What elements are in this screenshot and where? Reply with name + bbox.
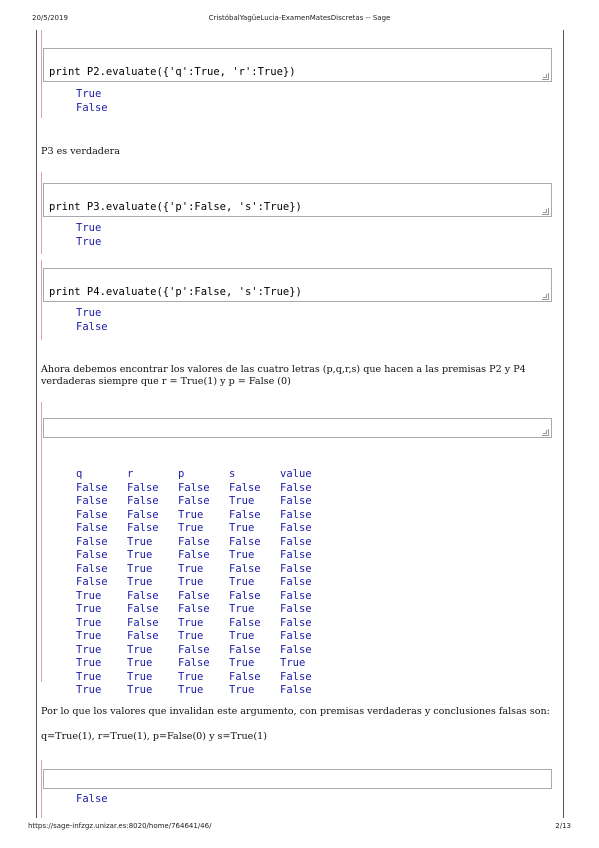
table-cell: False (280, 562, 312, 575)
code-cell-input[interactable] (43, 268, 552, 302)
table-cell: False (76, 576, 108, 588)
table-cell: False (280, 481, 312, 494)
table-cell: False (229, 535, 261, 548)
table-cell: False (280, 589, 312, 602)
table-row (76, 644, 330, 658)
table-cell: False (280, 643, 312, 656)
table-row (76, 549, 330, 563)
table-cell: False (76, 495, 108, 507)
text-cell: q=True(1), r=True(1), p=False(0) y s=True(1) (41, 731, 267, 742)
table-cell: False (127, 481, 159, 494)
print-title: CristóbalYagüeLucia-ExamenMatesDiscretas -- Sage (208, 14, 391, 22)
table-cell: True (229, 549, 255, 561)
table-cell: False (76, 508, 108, 521)
table-cell: False (178, 495, 210, 507)
table-cell: False (229, 670, 261, 683)
table-cell: False (280, 508, 312, 521)
table-cell: False (178, 603, 210, 615)
print-footer (0, 822, 599, 834)
table-cell: True (178, 522, 204, 534)
table-cell: False (280, 616, 312, 629)
table-cell: True (127, 562, 153, 575)
table-cell: False (280, 549, 312, 561)
output-line: False (76, 320, 108, 333)
table-cell: False (280, 630, 312, 642)
worksheet-left-border (36, 30, 37, 818)
table-cell: False (229, 616, 261, 629)
column-header: r (127, 468, 134, 480)
table-cell: False (229, 481, 261, 494)
table-row (76, 657, 330, 671)
table-cell: False (76, 535, 108, 548)
table-cell: False (76, 562, 108, 575)
table-cell: True (280, 657, 306, 669)
column-header: value (280, 468, 312, 480)
table-row (76, 509, 330, 523)
table-cell: True (229, 657, 255, 669)
table-cell: False (280, 670, 312, 683)
table-row (76, 671, 330, 685)
text-cell: P3 es verdadera (41, 146, 120, 157)
code-line: print P3.evaluate({'p':False, 's':True}) (49, 201, 302, 213)
output-line: True (76, 222, 102, 234)
table-cell: False (280, 576, 312, 588)
worksheet-right-border (563, 30, 564, 818)
cell-output (76, 88, 108, 115)
table-cell: False (229, 643, 261, 656)
table-row (76, 603, 330, 617)
table-row (76, 576, 330, 590)
table-cell: True (76, 630, 102, 642)
cell-margin-rule (41, 760, 42, 818)
table-cell: False (178, 535, 210, 548)
table-cell: True (127, 684, 153, 696)
table-cell: True (178, 684, 204, 696)
page-number: 2/13 (555, 822, 571, 830)
resize-handle-icon[interactable] (542, 293, 549, 300)
table-cell: True (127, 657, 153, 669)
table-cell: True (178, 670, 204, 683)
table-row (76, 617, 330, 631)
table-cell: True (127, 576, 153, 588)
table-cell: False (280, 535, 312, 548)
text-cell: Ahora debemos encontrar los valores de las cuatro letras (p,q,r,s) que hacen a las premisas P2 y P4 verdaderas siempre que r = True(1) y p = False (0) (41, 364, 526, 387)
resize-handle-icon[interactable] (542, 208, 549, 215)
table-cell: False (178, 643, 210, 656)
truth-table-header (76, 468, 330, 482)
output-line: True (76, 235, 102, 248)
resize-handle-icon[interactable] (542, 73, 549, 80)
table-cell: False (127, 603, 159, 615)
table-row (76, 684, 330, 698)
code-line (49, 786, 546, 789)
table-cell: True (229, 630, 255, 642)
cell-margin-rule (41, 402, 42, 682)
cell-margin-rule (41, 30, 42, 118)
table-cell: False (127, 630, 159, 642)
cell-output (76, 441, 330, 711)
resize-handle-icon[interactable] (542, 429, 549, 436)
output-line: False (76, 793, 108, 805)
table-cell: False (280, 495, 312, 507)
table-row (76, 522, 330, 536)
code-cell-input[interactable] (43, 769, 552, 789)
table-row (76, 630, 330, 644)
cell-margin-rule (41, 260, 42, 340)
table-cell: True (178, 616, 204, 629)
table-cell: True (178, 576, 204, 588)
print-header (0, 8, 599, 22)
code-line (49, 79, 546, 82)
table-cell: False (229, 508, 261, 521)
table-cell: True (229, 603, 255, 615)
table-cell: True (76, 657, 102, 669)
table-cell: True (127, 535, 153, 548)
table-cell: False (127, 616, 159, 629)
truth-table (76, 468, 330, 698)
table-cell: False (127, 495, 159, 507)
table-cell: False (280, 603, 312, 615)
table-cell: False (178, 481, 210, 494)
output-line: True (76, 307, 102, 319)
code-cell-input[interactable] (43, 183, 552, 217)
table-cell: False (280, 684, 312, 696)
print-date: 20/5/2019 (32, 14, 68, 22)
code-line: print P2.evaluate({'q':True, 'r':True}) (49, 66, 296, 78)
table-cell: True (229, 684, 255, 696)
table-row (76, 536, 330, 550)
table-row (76, 590, 330, 604)
table-row (76, 482, 330, 496)
code-cell-input[interactable] (43, 48, 552, 82)
table-cell: False (229, 589, 261, 602)
table-cell: True (76, 670, 102, 683)
table-cell: True (76, 603, 102, 615)
table-cell: False (229, 562, 261, 575)
table-cell: True (178, 508, 204, 521)
code-line (49, 435, 546, 438)
text-cell: Por lo que los valores que invalidan este argumento, con premisas verdaderas y conclusiones falsas son: (41, 706, 550, 717)
code-line: print P4.evaluate({'p':False, 's':True}) (49, 286, 302, 298)
table-cell: True (229, 576, 255, 588)
column-header: q (76, 468, 83, 480)
cell-output (76, 222, 101, 249)
table-cell: False (127, 508, 159, 521)
table-cell: True (229, 495, 255, 507)
table-cell: True (127, 670, 153, 683)
table-cell: True (178, 562, 204, 575)
table-cell: True (76, 643, 102, 656)
table-cell: False (76, 481, 108, 494)
table-cell: True (76, 589, 102, 602)
cell-margin-rule (41, 172, 42, 254)
table-cell: False (280, 522, 312, 534)
column-header: s (229, 468, 236, 480)
output-line: False (76, 101, 108, 114)
table-row (76, 495, 330, 509)
code-line (49, 214, 546, 217)
column-header: p (178, 468, 185, 480)
table-cell: False (127, 589, 159, 602)
output-line: True (76, 88, 102, 100)
table-cell: False (178, 657, 210, 669)
table-cell: False (127, 522, 159, 534)
table-cell: False (76, 522, 108, 534)
code-cell-input[interactable] (43, 418, 552, 438)
table-row (76, 563, 330, 577)
table-cell: False (178, 589, 210, 602)
table-cell: True (127, 643, 153, 656)
table-cell: True (76, 684, 102, 696)
table-cell: True (229, 522, 255, 534)
table-cell: False (76, 549, 108, 561)
table-cell: True (178, 630, 204, 642)
table-cell: True (127, 549, 153, 561)
cell-output (76, 793, 108, 807)
cell-output (76, 307, 108, 334)
code-line (49, 299, 546, 302)
table-cell: True (76, 616, 102, 629)
table-cell: False (178, 549, 210, 561)
print-url: https://sage-infzgz.unizar.es:8020/home/764641/46/ (28, 822, 212, 830)
